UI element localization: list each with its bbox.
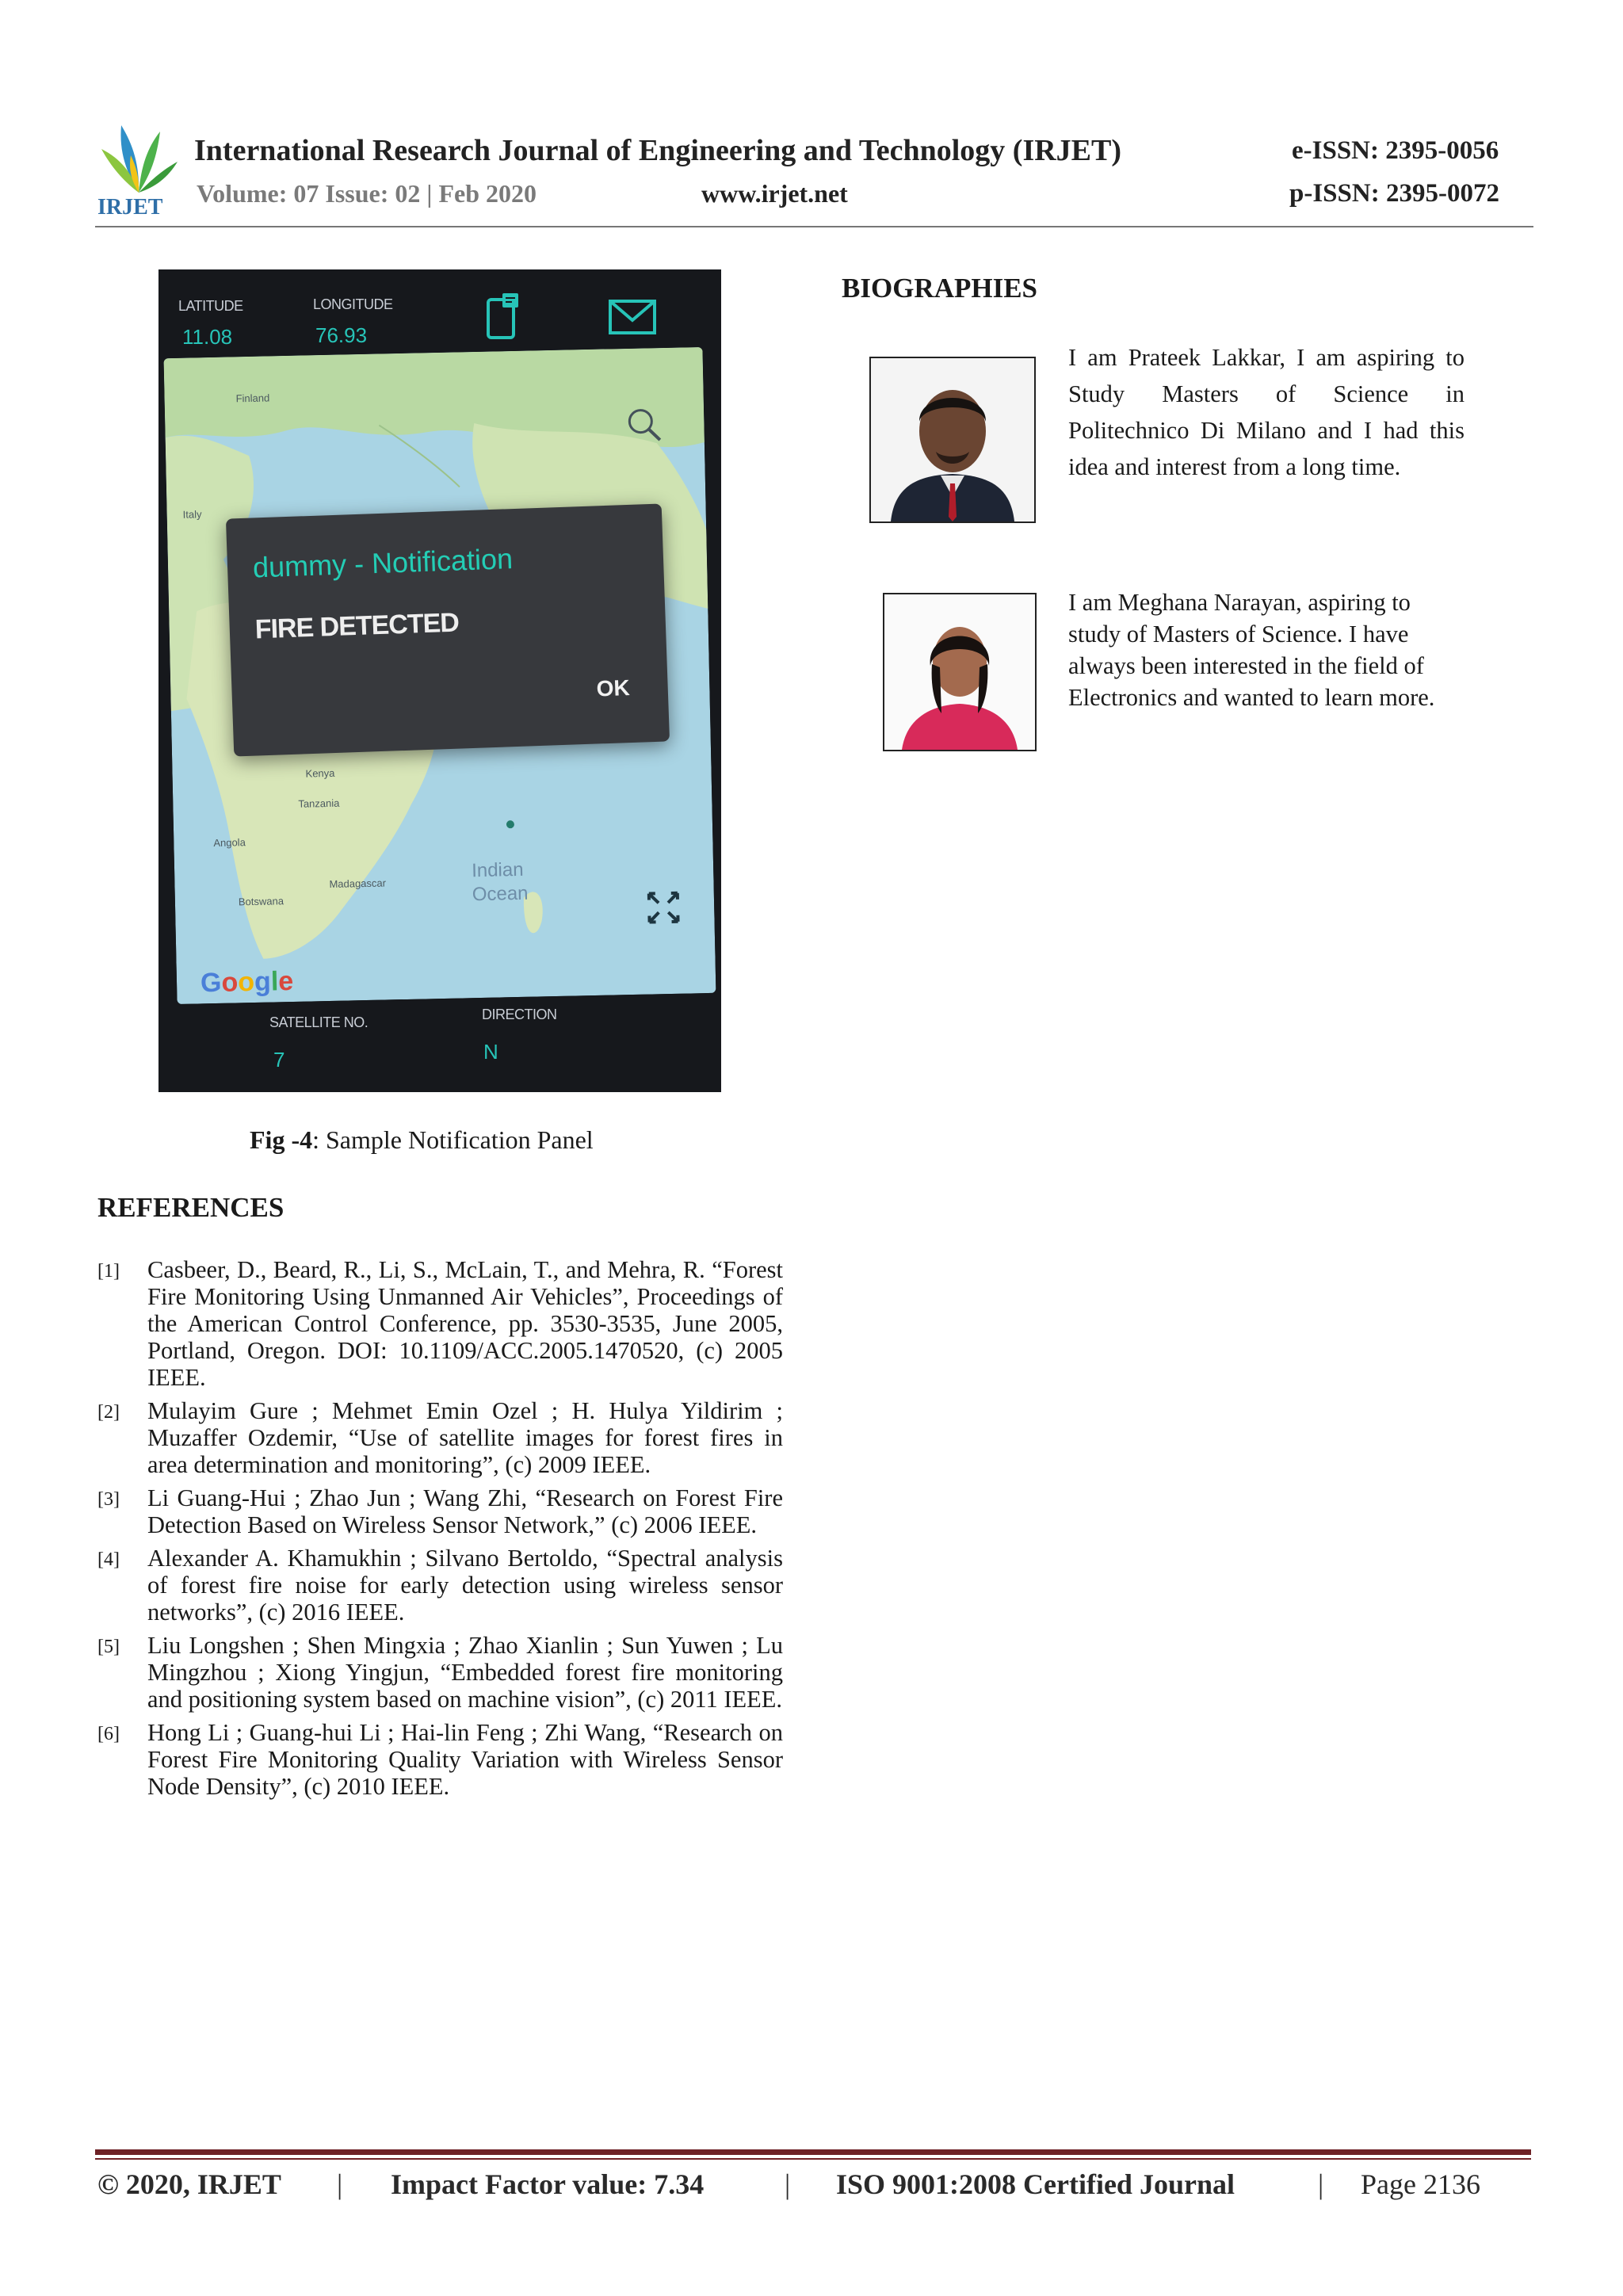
- map-label-madagascar: Madagascar: [329, 877, 387, 890]
- biography-1: I am Prateek Lakkar, I am aspiring to Study Masters of Science in Politechnico Di Milano and I had this idea and interest from a long time.: [1068, 344, 1465, 480]
- footer-iso: ISO 9001:2008 Certified Journal: [836, 2168, 1235, 2200]
- google-logo: Google: [200, 965, 294, 999]
- map-label-tanzania: Tanzania: [298, 797, 340, 810]
- reference-item: [97, 1545, 783, 1626]
- map-label-botswana: Botswana: [238, 895, 285, 908]
- map-label-italy: Italy: [182, 508, 202, 521]
- references-heading: REFERENCES: [97, 1192, 285, 1223]
- footer-rule-thick: [95, 2149, 1531, 2155]
- reference-text: Alexander A. Khamukhin ; Silvano Bertoldo, “Spectral analysis of forest fire noise for early detection using wireless sensor networks”, (c) 2016 IEEE.: [147, 1545, 783, 1626]
- reference-text: Liu Longshen ; Shen Mingxia ; Zhao Xianlin ; Sun Yuwen ; Lu Mingzhou ; Xiong Yingjun, “Embedded forest fire monitoring and positioning system based on machine vision”, (c) 2011 IEEE.: [147, 1632, 783, 1713]
- volume-issue: Volume: 07 Issue: 02 | Feb 2020: [197, 179, 537, 208]
- reference-item: [97, 1719, 783, 1800]
- reference-number: [5]: [97, 1637, 120, 1657]
- footer-separator: |: [1318, 2168, 1324, 2200]
- notification-title: dummy - Notification: [252, 542, 514, 584]
- map-label-angola: Angola: [213, 836, 246, 850]
- reference-number: [4]: [97, 1549, 120, 1570]
- map-label-finland: Finland: [235, 392, 270, 405]
- longitude-label: LONGITUDE: [313, 296, 393, 312]
- figure-caption: [250, 1125, 594, 1155]
- map-label-kenya: Kenya: [305, 766, 335, 780]
- notification-panel-screenshot: [158, 269, 721, 1092]
- reference-item: [97, 1256, 783, 1391]
- satellite-value: 7: [273, 1048, 285, 1072]
- footer-page-number: Page 2136: [1361, 2168, 1480, 2200]
- satellite-label: SATELLITE NO.: [269, 1014, 369, 1030]
- reference-text: Casbeer, D., Beard, R., Li, S., McLain, T., and Mehra, R. “Forest Fire Monitoring Using Unmanned Air Vehicles”, Proceedings of the American Control Conference, pp. 3530-3535, June 2005, Portland, Oregon. DOI: 10.1109/ACC.2005.1470520, (c) 2005 IEEE.: [147, 1256, 783, 1391]
- notification-ok-button[interactable]: OK: [596, 675, 631, 701]
- figure-caption-label: Fig -4: [250, 1125, 313, 1154]
- footer-rule-thin: [95, 2158, 1531, 2160]
- zoom-search-icon[interactable]: [623, 403, 665, 445]
- longitude-value: 76.93: [315, 323, 368, 347]
- phone-message-icon: [482, 292, 528, 342]
- svg-text:IRJET: IRJET: [97, 195, 163, 216]
- reference-number: [1]: [97, 1261, 120, 1282]
- notification-message: FIRE DETECTED: [254, 607, 460, 645]
- direction-label: DIRECTION: [482, 1007, 557, 1022]
- reference-text: Hong Li ; Guang-hui Li ; Hai-lin Feng ; Zhi Wang, “Research on Forest Fire Monitoring Quality Variation with Wireless Sensor Node Density”, (c) 2010 IEEE.: [147, 1719, 783, 1800]
- biography-2: I am Meghana Narayan, aspiring to study of Masters of Science. I have always been interested in the field of Electronics and wanted to learn more.: [1068, 589, 1435, 711]
- footer-impact-factor: Impact Factor value: 7.34: [391, 2168, 705, 2200]
- author-photo-2: [883, 593, 1037, 751]
- location-marker-icon: [505, 819, 516, 830]
- journal-title: International Research Journal of Engineering and Technology (IRJET): [194, 134, 1122, 167]
- reference-number: [3]: [97, 1489, 120, 1510]
- reference-item: [97, 1632, 783, 1713]
- reference-number: [2]: [97, 1402, 120, 1423]
- author-portrait-male: [871, 358, 1034, 521]
- latitude-value: 11.08: [182, 325, 233, 349]
- p-issn: p-ISSN: 2395-0072: [1289, 179, 1499, 208]
- header-rule: [95, 226, 1533, 227]
- reference-item: [97, 1484, 783, 1538]
- reference-text: Li Guang-Hui ; Zhao Jun ; Wang Zhi, “Research on Forest Fire Detection Based on Wireless Sensor Network,” (c) 2006 IEEE.: [147, 1484, 783, 1538]
- mail-icon: [607, 298, 658, 338]
- reference-item: [97, 1397, 783, 1478]
- footer-separator: |: [337, 2168, 343, 2200]
- direction-value: N: [483, 1040, 498, 1064]
- map-label-indian-ocean: Indian Ocean: [471, 858, 529, 906]
- notification-dialog: [226, 503, 670, 756]
- author-portrait-female: [884, 594, 1035, 750]
- journal-website[interactable]: www.irjet.net: [701, 179, 848, 208]
- biographies-heading: BIOGRAPHIES: [842, 273, 1037, 304]
- latitude-label: LATITUDE: [178, 298, 243, 314]
- footer-separator: |: [785, 2168, 791, 2200]
- author-photo-1: [869, 357, 1036, 523]
- fullscreen-toggle-icon[interactable]: [643, 887, 685, 929]
- reference-list: [97, 1256, 783, 1806]
- footer-copyright: © 2020, IRJET: [97, 2168, 281, 2200]
- e-issn: e-ISSN: 2395-0056: [1292, 136, 1499, 165]
- figure-caption-text: : Sample Notification Panel: [312, 1125, 594, 1154]
- reference-number: [6]: [97, 1724, 120, 1744]
- irjet-logo: [95, 117, 182, 216]
- reference-text: Mulayim Gure ; Mehmet Emin Ozel ; H. Hulya Yildirim ; Muzaffer Ozdemir, “Use of satellite images for forest fires in area determination and monitoring”, (c) 2009 IEEE.: [147, 1397, 783, 1478]
